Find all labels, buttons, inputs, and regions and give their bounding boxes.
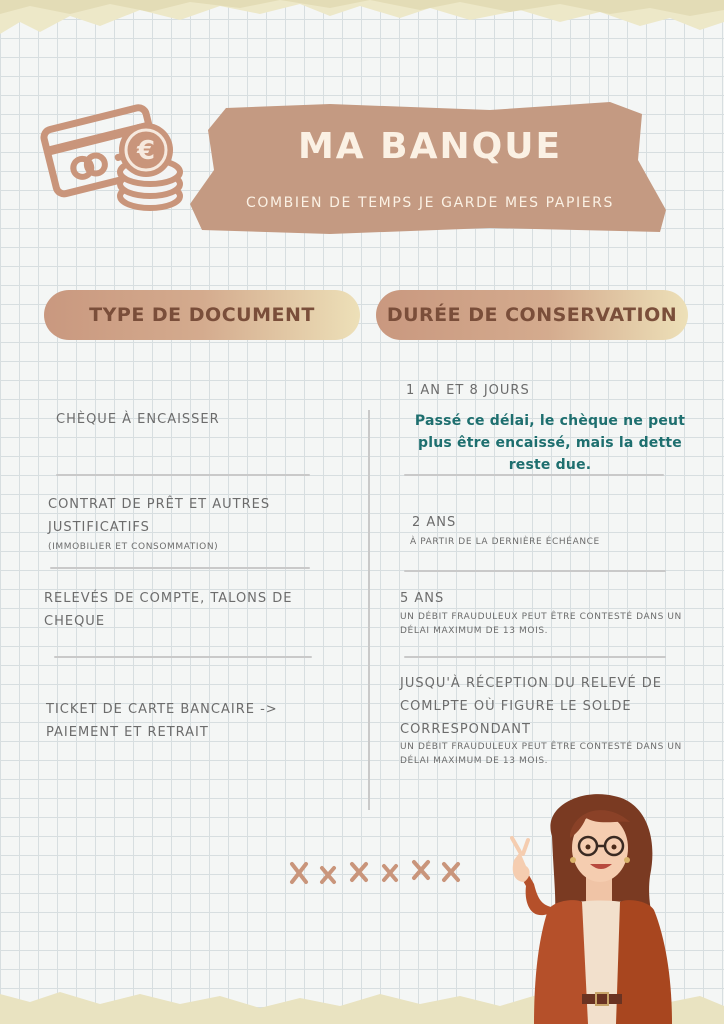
document-loan-contract-detail: (IMMOBILIER ET CONSOMMATION)	[48, 542, 219, 552]
title-banner	[190, 100, 670, 240]
woman-illustration	[490, 790, 700, 1024]
document-card-receipt: TICKET DE CARTE BANCAIRE -> PAIEMENT ET RETRAIT	[46, 702, 278, 740]
document-cheque: CHÈQUE À ENCAISSER	[56, 412, 220, 427]
page-subtitle: COMBIEN DE TEMPS JE GARDE MES PAPIERS	[246, 195, 614, 211]
torn-paper-top	[0, 0, 724, 40]
duration-bank-statements-detail: UN DÉBIT FRAUDULEUX PEUT ÊTRE CONTESTÉ DANS UN DÉLAI MAXIMUM DE 13 MOIS.	[400, 612, 682, 636]
duration-card-receipt: JUSQU'À RÉCEPTION DU RELEVÉ DE COMLPTE OÙ FIGURE LE SOLDE CORRESPONDANT	[400, 676, 663, 737]
row-separator-left-3	[54, 656, 312, 658]
duration-loan-contract: 2 ANS	[412, 515, 457, 530]
row-separator-right-2	[404, 570, 666, 572]
row-separator-left-2	[50, 567, 310, 569]
duration-loan-contract-detail: À PARTIR DE LA DERNIÈRE ÉCHÉANCE	[410, 537, 600, 547]
column-header-retention-duration: DURÉE DE CONSERVATION	[376, 290, 688, 340]
euro-coins-icon	[119, 123, 180, 208]
decorative-crosses	[288, 858, 468, 888]
row-separator-right-1	[404, 474, 664, 476]
row-separator-left-1	[56, 474, 310, 476]
document-loan-contract: CONTRAT DE PRÊT ET AUTRES JUSTIFICATIFS	[48, 497, 271, 535]
document-bank-statements: RELEVÉS DE COMPTE, TALONS DE CHEQUE	[44, 591, 293, 629]
column-divider	[368, 410, 370, 810]
duration-card-receipt-detail: UN DÉBIT FRAUDULEUX PEUT ÊTRE CONTESTÉ DANS UN DÉLAI MAXIMUM DE 13 MOIS.	[400, 742, 682, 766]
note-cheque: Passé ce délai, le chèque ne peut plus être encaissé, mais la dette reste due.	[414, 413, 686, 473]
row-separator-right-3	[404, 656, 666, 658]
euro-symbol: €	[136, 136, 156, 166]
duration-cheque: 1 AN ET 8 JOURS	[406, 383, 530, 398]
column-header-document-type: TYPE DE DOCUMENT	[44, 290, 360, 340]
duration-bank-statements: 5 ANS	[400, 591, 445, 606]
page-title: MA BANQUE	[297, 126, 563, 167]
credit-card-icon	[40, 88, 200, 218]
